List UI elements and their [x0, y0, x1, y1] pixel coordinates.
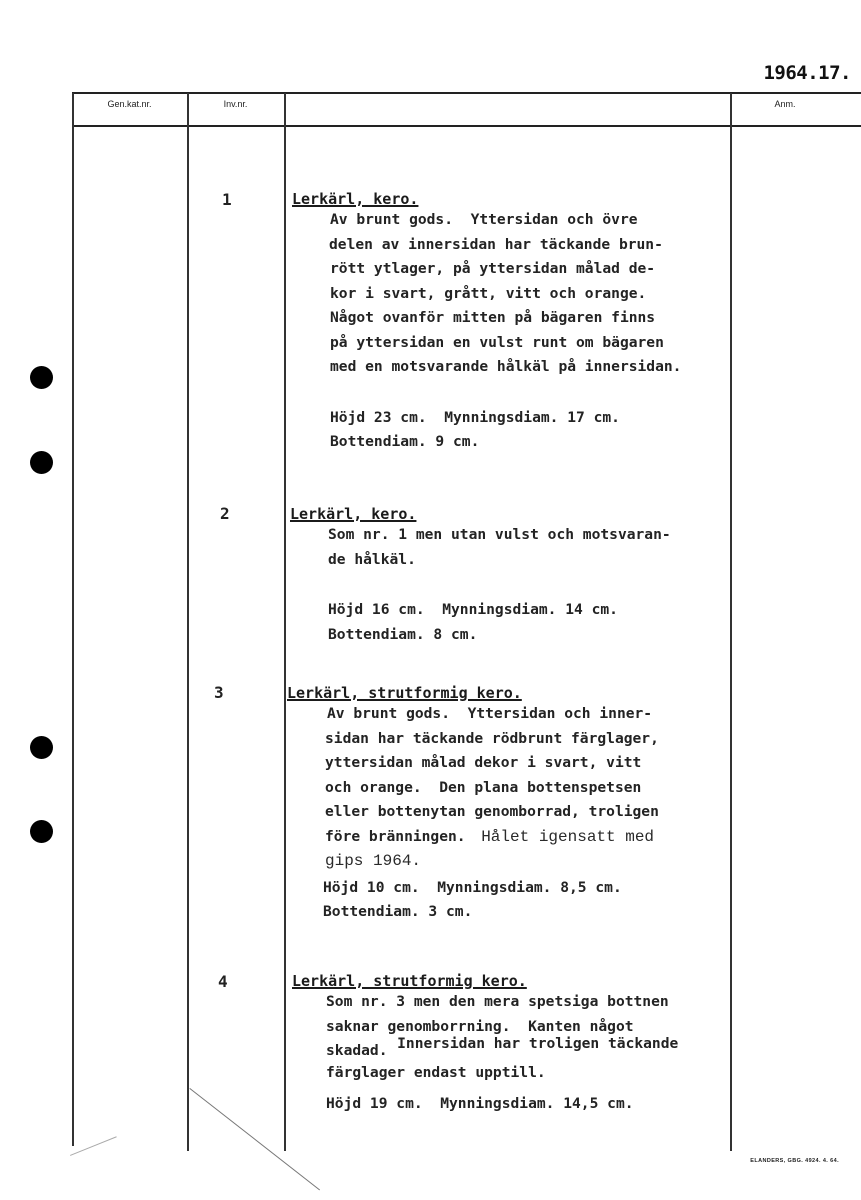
header-gen-kat-nr: Gen.kat.nr. — [107, 99, 152, 109]
entry-added-note: Hålet igensatt med — [481, 827, 655, 846]
entry-measurement: Bottendiam. 9 cm. — [330, 433, 480, 450]
entry-added-note: gips 1964. — [325, 852, 422, 870]
printer-imprint: ELANDERS, GBG. 4924. 4. 64. — [750, 1158, 839, 1164]
punch-hole — [30, 366, 53, 389]
entry-title: Lerkärl, strutformig kero. — [292, 972, 527, 990]
catalog-entry — [292, 190, 762, 455]
entry-text-line: Något ovanför mitten på bägaren finns — [330, 309, 656, 326]
entry-text-line: färglager endast upptill. — [326, 1064, 546, 1081]
punch-hole — [30, 820, 53, 843]
entry-text-line: med en motsvarande hålkäl på innersidan. — [330, 358, 682, 375]
header-anm: Anm. — [774, 99, 796, 109]
catalog-entry — [290, 505, 760, 647]
table-top-rule — [72, 92, 861, 94]
entry-text-line: yttersidan målad dekor i svart, vitt — [325, 754, 642, 771]
entry-text-line: Som nr. 1 men utan vulst och motsvaran- — [328, 526, 671, 543]
entry-title: Lerkärl, kero. — [290, 505, 417, 523]
column-divider — [284, 93, 286, 1151]
entry-text-insert: Innersidan har troligen täckande — [397, 1035, 679, 1052]
entry-measurement: Höjd 19 cm. Mynningsdiam. 14,5 cm. — [326, 1094, 634, 1112]
entry-title: Lerkärl, strutformig kero. — [287, 684, 522, 702]
column-divider — [187, 93, 189, 1151]
entry-text-line: sidan har täckande rödbrunt färglager, — [325, 729, 659, 747]
entry-measurement: Bottendiam. 8 cm. — [328, 625, 478, 643]
punch-hole — [30, 736, 53, 759]
entry-text-line: eller bottenytan genomborrad, troligen — [325, 803, 659, 820]
entry-text-line: Av brunt gods. Yttersidan och inner- — [327, 705, 653, 722]
entry-text-line: saknar genomborrning. Kanten något — [326, 1017, 634, 1035]
inventory-number: 1 — [222, 190, 232, 209]
entry-text-line: delen av innersidan har täckande brun- — [329, 235, 663, 253]
entry-measurement: Bottendiam. 3 cm. — [323, 903, 473, 920]
entry-text-line: skadad. — [326, 1042, 388, 1059]
entry-text-line: rött ytlager, på yttersidan målad de- — [330, 260, 656, 277]
entry-text-line: de hålkäl. — [328, 550, 416, 568]
entry-measurement: Höjd 16 cm. Mynningsdiam. 14 cm. — [328, 601, 618, 618]
catalog-entry — [287, 684, 757, 925]
punch-hole — [30, 451, 53, 474]
entry-text-line: Av brunt gods. Yttersidan och övre — [330, 211, 638, 228]
entry-text-line: Som nr. 3 men den mera spetsiga bottnen — [326, 993, 669, 1010]
scan-scratch — [70, 1136, 117, 1156]
inventory-number: 3 — [214, 683, 224, 702]
entry-text-line: kor i svart, grått, vitt och orange. — [330, 284, 647, 302]
column-divider — [72, 93, 74, 1146]
entry-text-line: före bränningen. — [325, 827, 466, 845]
header-bottom-rule — [72, 125, 861, 127]
entry-measurement: Höjd 23 cm. Mynningsdiam. 17 cm. — [330, 408, 620, 426]
entry-measurement: Höjd 10 cm. Mynningsdiam. 8,5 cm. — [323, 878, 622, 896]
entry-text-line: och orange. Den plana bottenspetsen — [325, 778, 642, 796]
catalog-entry — [292, 972, 762, 1116]
entry-text-line: på yttersidan en vulst runt om bägaren — [330, 333, 664, 351]
inventory-number: 4 — [218, 972, 228, 991]
inventory-number: 2 — [220, 504, 230, 523]
header-inv-nr: Inv.nr. — [223, 99, 248, 109]
entry-title: Lerkärl, kero. — [292, 190, 419, 208]
catalog-number: 1964.17. — [763, 62, 851, 84]
